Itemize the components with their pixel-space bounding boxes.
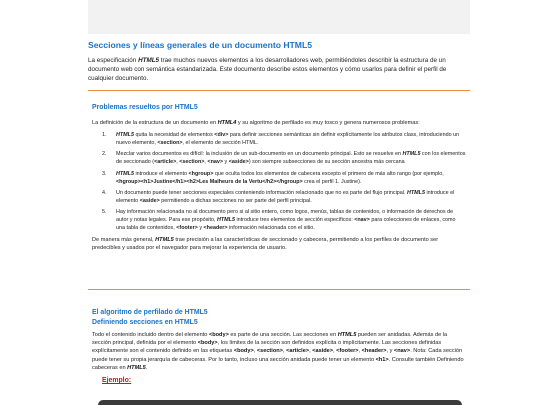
element-tag: <article> bbox=[286, 348, 310, 355]
element-tag: <aside> bbox=[139, 197, 160, 204]
item-text: , bbox=[176, 159, 180, 166]
body-text: , bbox=[282, 348, 287, 355]
section-divider bbox=[88, 90, 470, 91]
list-item bbox=[98, 131, 466, 147]
element-tag: <section> bbox=[157, 140, 183, 147]
body-text: . bbox=[145, 364, 148, 371]
body-text: , bbox=[358, 348, 362, 355]
element-tag: <section> bbox=[256, 348, 283, 355]
html5-term: HTML5 bbox=[138, 57, 160, 64]
item-text: con los elementos de seccionado ( bbox=[116, 151, 466, 166]
item-text: para definir secciones semánticas sin definir explícitamente los atributos class, introduciendo un nuevo elemento, bbox=[116, 132, 460, 147]
element-tag: <div> bbox=[214, 132, 229, 139]
body-text: , y bbox=[386, 348, 394, 355]
html5-term: HTML5 bbox=[402, 151, 421, 158]
body-text: es parte de una sección. Las secciones en bbox=[228, 332, 338, 338]
item-text: que oculta todos los elementos de cabecera excepto el primero de más alto rango (por ejemplo, bbox=[213, 170, 444, 177]
body-text: , bbox=[333, 348, 337, 355]
item-text: información relacionada con el sitio. bbox=[227, 225, 315, 232]
item-text: Hay información relacionada no al documento pero si al sitio entero, como logos, menús, tablas de contenidos, o información de derechos de autor y notas legales. Para ese propósito, bbox=[116, 208, 454, 224]
list-item bbox=[98, 170, 466, 186]
intro-text: trae muchos nuevos elementos a los desarrolladores web, permitiéndoles describir la estructura de un documento web con semántica estandarizada. Este documento describe estos elementos y cómo usarlos para definir el perfil de cualquier documento. bbox=[88, 57, 447, 83]
element-tag: <body> bbox=[197, 340, 218, 347]
problems-closing bbox=[88, 236, 470, 252]
problems-intro-text: La definición de la estructura de un documento en bbox=[92, 120, 218, 126]
list-number: 1. bbox=[102, 132, 107, 139]
html5-term: HTML5 bbox=[217, 217, 235, 224]
item-text: Un documento puede tener secciones especiales conteniendo información relacionado que no es parte del flujo principal. bbox=[116, 189, 407, 196]
closing-text: De manera más general, bbox=[92, 237, 156, 244]
header-band bbox=[88, 0, 470, 34]
element-tag: <nav> bbox=[207, 159, 224, 166]
body-text: , bbox=[253, 348, 257, 355]
algorithm-body bbox=[88, 331, 470, 372]
html5-term: HTML5 bbox=[155, 237, 174, 244]
element-tag: <nav> bbox=[354, 217, 370, 224]
code-example-box bbox=[98, 400, 462, 405]
body-text: , los límites de la sección son definidos explícita o implícitamente. Las secciones definidas explícitamente son el contenido definido en las etiquetas bbox=[92, 340, 442, 355]
algorithm-title: El algoritmo de perfilado de HTML5 bbox=[92, 309, 208, 316]
body-text: . Nota: Cada sección puede tener su propia jerarquía de cabeceras. Por lo tanto, incluso una sección anidada puede tener un elemento bbox=[92, 348, 463, 363]
item-text: , el elemento de sección HTML. bbox=[182, 140, 259, 147]
problems-intro bbox=[88, 119, 470, 127]
item-text: introduce el elemento bbox=[116, 189, 455, 204]
element-tag: <aside> bbox=[228, 159, 249, 166]
html5-term: HTML5 bbox=[127, 364, 146, 371]
element-tag: <aside> bbox=[312, 348, 334, 355]
item-text: ) son siempre subsecciones de su sección ancestra más cercana bbox=[248, 159, 405, 166]
intro-paragraph bbox=[88, 56, 470, 84]
example-label: Ejemplo: bbox=[102, 377, 132, 385]
list-number: 2. bbox=[102, 151, 107, 158]
problems-list bbox=[88, 131, 470, 232]
intro-text: La especificación bbox=[88, 57, 139, 64]
list-item bbox=[98, 208, 466, 232]
list-item bbox=[98, 189, 466, 205]
body-text: . Consulte también Definiendo cabeceras en bbox=[92, 356, 464, 371]
item-text: y bbox=[223, 159, 229, 166]
element-tag: <hgroup> bbox=[188, 170, 214, 177]
list-number: 3. bbox=[102, 170, 107, 177]
element-tag: <h1> bbox=[375, 356, 389, 363]
html5-term: HTML5 bbox=[337, 332, 357, 338]
list-item bbox=[98, 150, 466, 166]
problems-intro-text: y su algoritmo de perfilado es muy tosco y genera numerosos problemas: bbox=[236, 120, 420, 126]
problems-card bbox=[88, 98, 470, 290]
item-text: y bbox=[197, 225, 204, 232]
item-text: introduce el elemento bbox=[133, 170, 189, 177]
element-tag: <article> bbox=[154, 159, 177, 166]
element-tag: <body> bbox=[233, 348, 254, 355]
section-divider bbox=[88, 289, 470, 290]
html5-term: HTML5 bbox=[406, 189, 425, 196]
element-tag: <hgroup><h1>Justine</h1><h2>Les Malheurs de la Vertu</h2></hgroup> bbox=[116, 178, 303, 185]
element-tag: <header> bbox=[203, 225, 228, 232]
body-text: pueden ser anidadas. Además de la sección principal, definida por el elemento bbox=[92, 332, 448, 347]
element-tag: <section> bbox=[179, 159, 205, 166]
item-text: , bbox=[204, 159, 208, 166]
algorithm-card bbox=[88, 304, 470, 405]
item-text: introduce tres elementos de sección específicos: bbox=[234, 217, 355, 224]
list-number: 4. bbox=[102, 189, 107, 196]
item-text: Mezclar varios documentos es difícil: la inclusión de un sub-documento en un documento principal. Esto se resuelve en bbox=[116, 151, 403, 158]
html5-term: HTML5 bbox=[116, 132, 134, 139]
problems-title: Problemas resueltos por HTML5 bbox=[92, 104, 198, 111]
body-text: Todo el contenido incluido dentro del elemento bbox=[92, 332, 209, 338]
element-tag: <body> bbox=[208, 332, 229, 338]
item-text: para colecciones de enlaces, como una tabla de contenidos, bbox=[116, 217, 456, 232]
list-number: 5. bbox=[102, 208, 107, 215]
element-tag: <footer> bbox=[336, 348, 359, 355]
algorithm-subtitle: Definiendo secciones en HTML5 bbox=[92, 319, 198, 326]
main-section bbox=[88, 40, 470, 91]
html5-term: HTML5 bbox=[116, 170, 134, 177]
element-tag: <nav> bbox=[394, 348, 411, 355]
element-tag: <header> bbox=[361, 348, 387, 355]
html4-term: HTML4 bbox=[217, 120, 237, 126]
item-text: crea el perfil 1. Justine). bbox=[302, 178, 362, 185]
item-text: permitiendo a dichas secciones no ser parte del perfil principal. bbox=[159, 197, 312, 204]
body-text: , bbox=[309, 348, 313, 355]
element-tag: <footer> bbox=[176, 225, 198, 232]
page-title: Secciones y líneas generales de un documento HTML5 bbox=[88, 40, 312, 50]
item-text: quita la necesidad de elementos bbox=[133, 132, 215, 139]
closing-text: trae precisión a las características de seccionado y cabecera, permitiendo a los perfiles de documento ser predecibles y usados por el navegador para mejorar la experiencia de usuario. bbox=[92, 237, 439, 252]
